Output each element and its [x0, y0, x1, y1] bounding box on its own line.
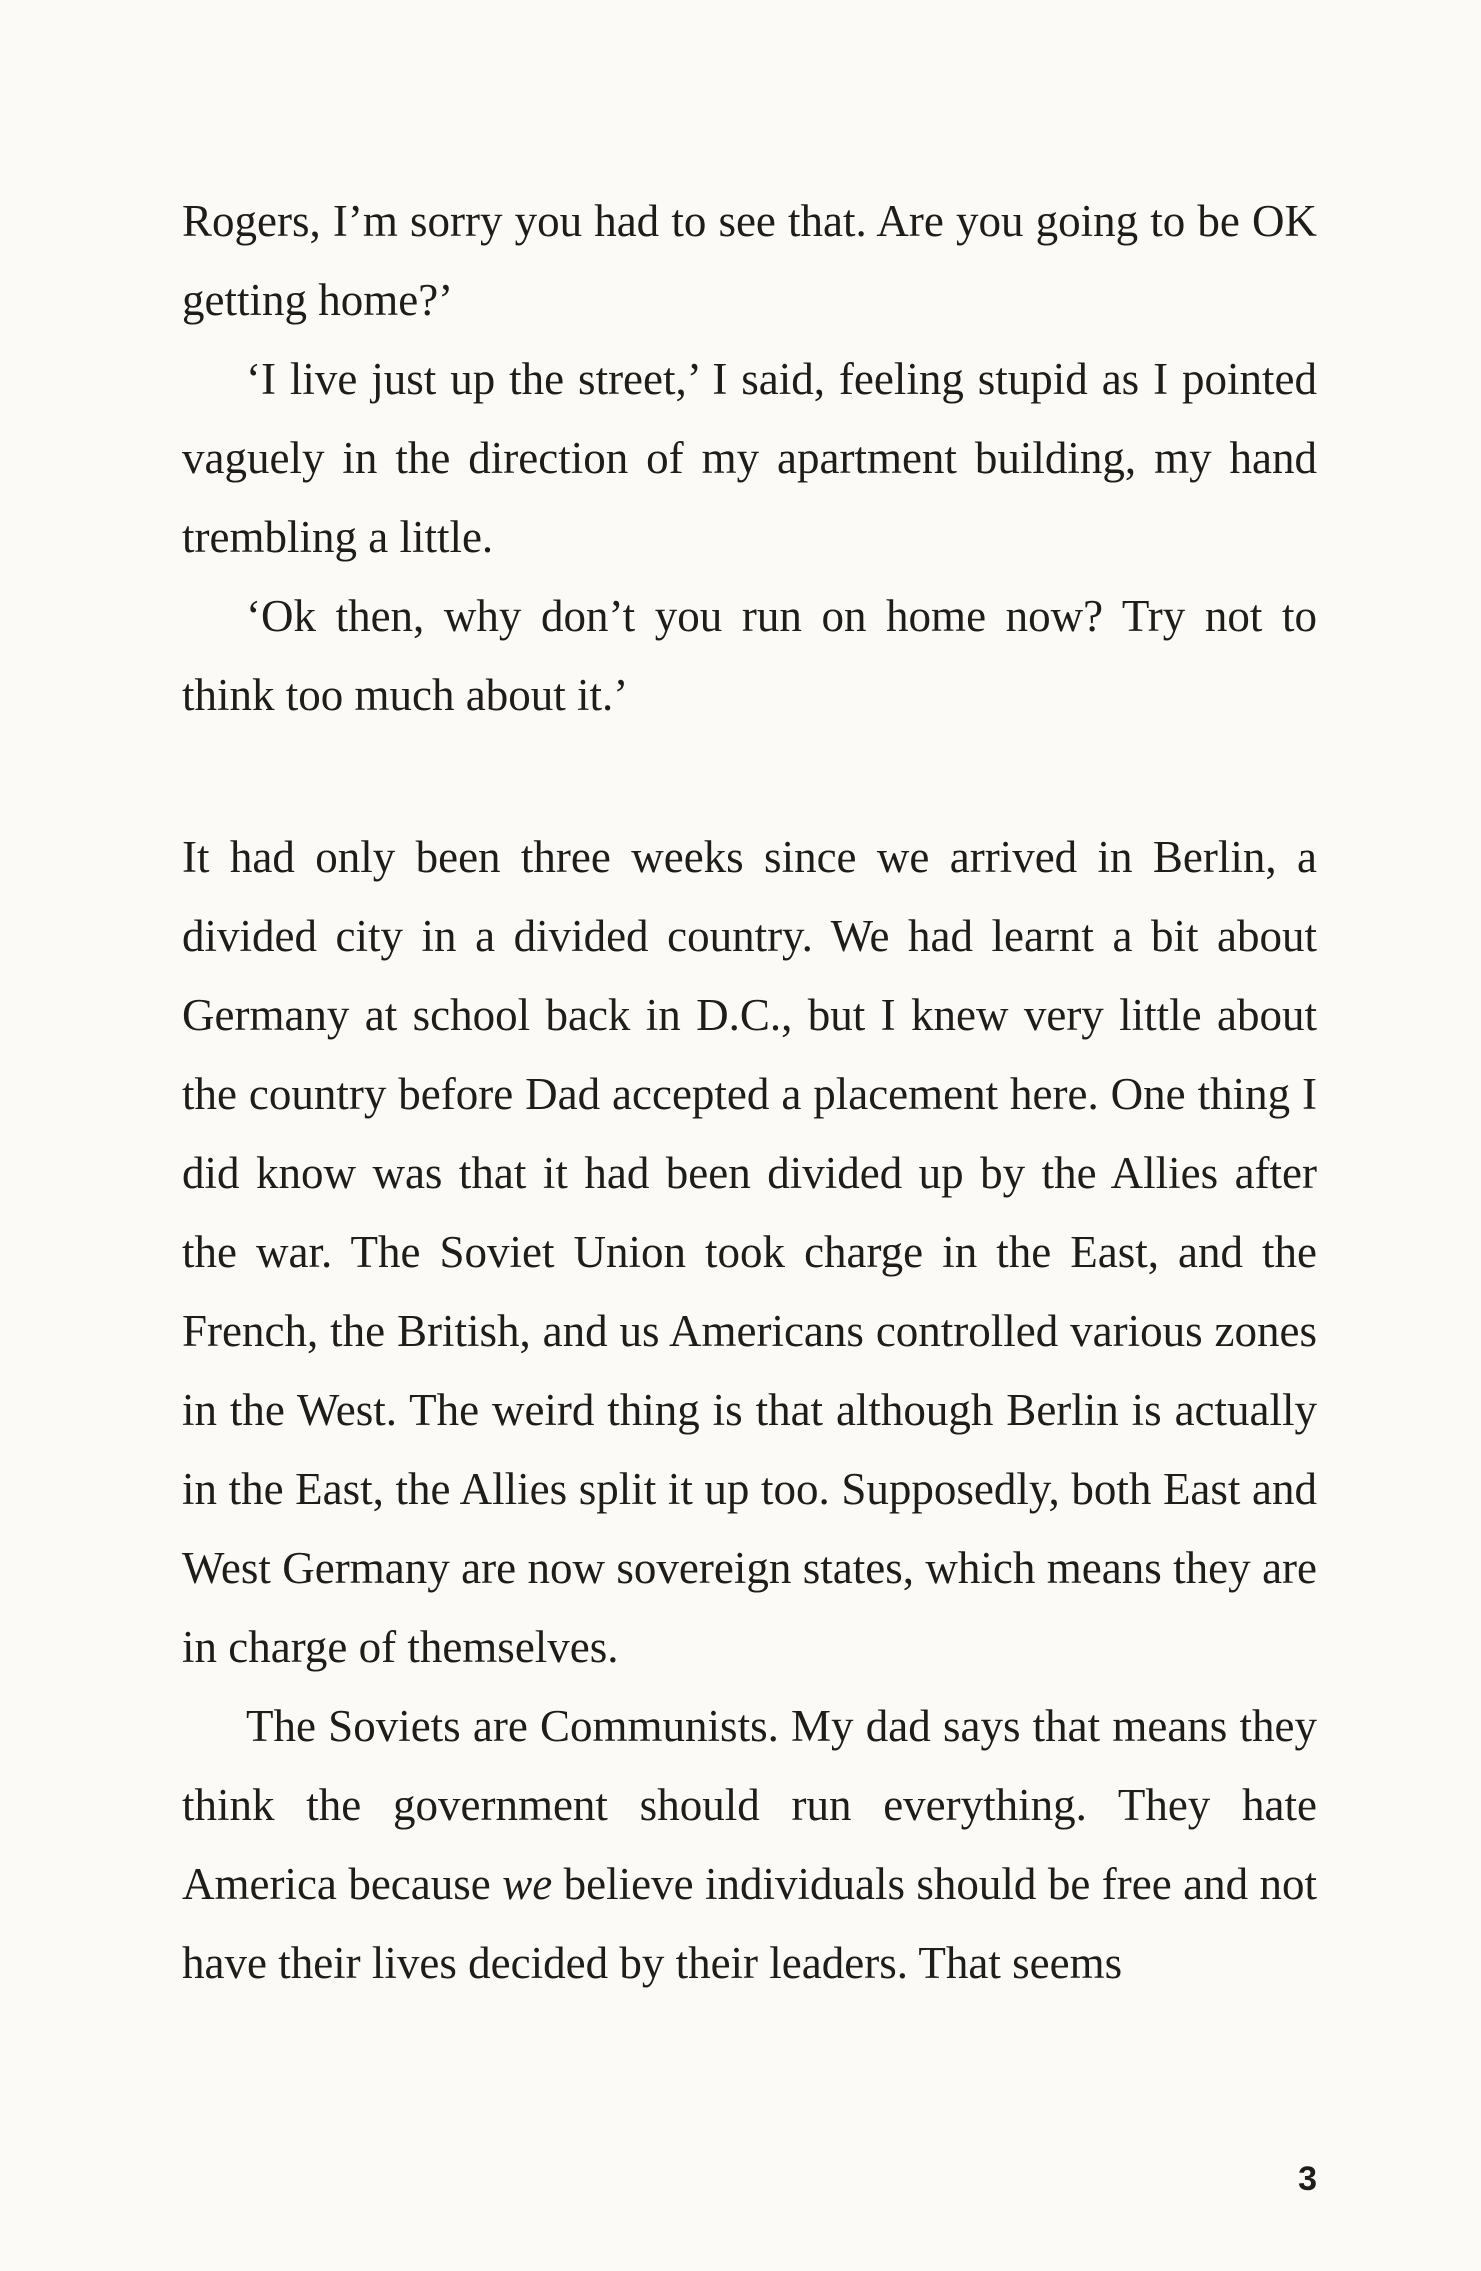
- narrative-section: [182, 818, 1317, 2003]
- paragraph-soviets-text-b: believe individuals should be free and not have their lives decided by their leaders. That seems: [182, 1859, 1318, 1988]
- paragraph-berlin-history: It had only been three weeks since we arrived in Berlin, a divided city in a divided country. We had learnt a bit about Germany at school back in D.C., but I knew very little about the country before Dad accepted a placement here. One thing I did know was that it had been divided up by the Allies after the war. The Soviet Union took charge in the East, and the French, the British, and us Americans controlled various zones in the West. The weird thing is that although Berlin is actually in the East, the Allies split it up too. Supposedly, both East and West Germany are now sovereign states, which means they are in charge of themselves.: [182, 832, 1317, 1672]
- paragraph-soviets: [182, 1687, 1317, 2003]
- dialogue-section: [182, 182, 1317, 735]
- paragraph-dialogue-officer: ‘Ok then, why don’t you run on home now? Try not to think too much about it.’: [182, 591, 1317, 720]
- page-number: 3: [1298, 2160, 1317, 2198]
- emphasis-we: we: [502, 1859, 553, 1909]
- paragraph-dialogue-reply: ‘I live just up the street,’ I said, feeling stupid as I pointed vaguely in the direction of my apartment building, my hand trembling a little.: [182, 354, 1317, 562]
- paragraph-soviets-text-a: The Soviets are Communists. My dad says that means they think the government should run everything. They hate America because: [182, 1701, 1317, 1909]
- paragraph-continuation: Rogers, I’m sorry you had to see that. Are you going to be OK getting home?’: [182, 196, 1317, 325]
